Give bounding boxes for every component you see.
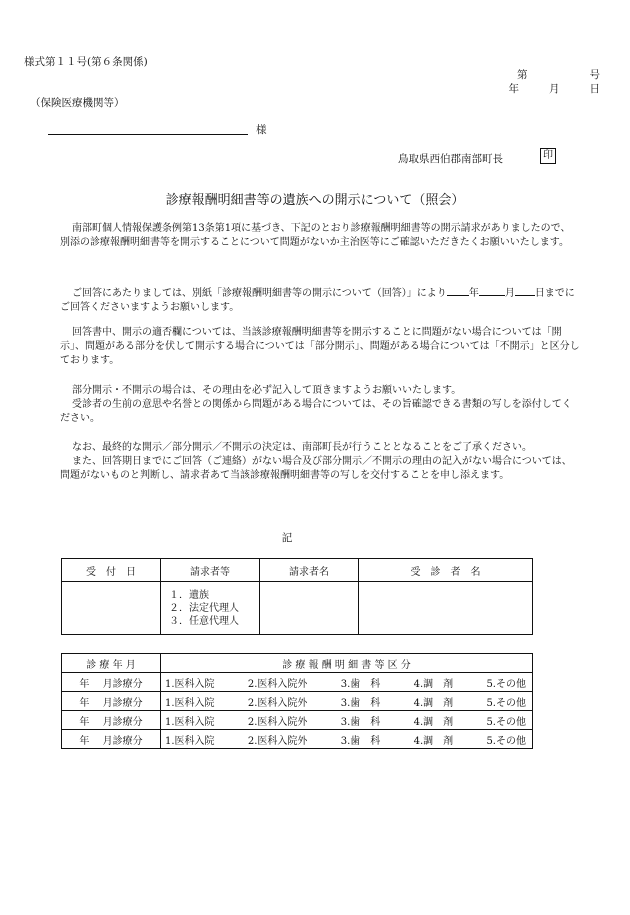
- treatment-month-cell: 年 月診療分: [62, 730, 161, 749]
- patient-name-cell[interactable]: [359, 582, 533, 635]
- recipient-org: （保険医療機関等）: [30, 97, 125, 109]
- paragraph-7: また、回答期日までにご回答（ご連絡）がない場合及び部分開示／不開示の理由の記入がない場合については、問題がないものと判断し、請求者あて当該診療報酬明細書等の写しを交付することを申し添えます。: [60, 456, 572, 482]
- requester-options[interactable]: [161, 582, 260, 635]
- treatment-month-cell: 年 月診療分: [62, 711, 161, 730]
- header-document-kind: 診 療 報 酬 明 細 書 等 区 分: [161, 654, 533, 673]
- option-voluntary-representative: ３．任意代理人: [169, 615, 239, 627]
- option-bereaved: １．遺族: [169, 589, 209, 601]
- paragraph-6: なお、最終的な開示／部分開示／不開示の決定は、南部町長が行うこととなることをご了承ください。 また、回答期日までにご回答（ご連絡）がない場合及び部分開示／不開示の理由の記入がない場合については、問題がないものと判断し、請求者あて当該診療報酬明細書等の写しを交付することを申し添えます。: [60, 441, 580, 484]
- table-row[interactable]: 年 月診療分 1.医科入院 2.医科入院外 3.歯 科 4.調 剤 5.その他: [62, 730, 533, 749]
- treatment-month-cell: 年 月診療分: [62, 692, 161, 711]
- paragraph-1: 南部町個人情報保護条例第13条第1項に基づき、下記のとおり診療報酬明細書等の開示請求がありましたので、別添の診療報酬明細書等を開示することについて問題がないか主治医等にご確認いただきたくお願いいたします。: [60, 223, 571, 249]
- paragraph-4: 部分開示・不開示の場合は、その理由を必ず記入して頂きますようお願いいたします。 受診者の生前の意思や名誉との関係から問題がある場合については、その旨確認できる書類の写しを添付してください。: [60, 384, 580, 427]
- date-year: 年: [508, 83, 519, 95]
- number-label-prefix: 第: [517, 69, 528, 81]
- ki-heading: 記: [281, 532, 293, 544]
- document-title: 診療報酬明細書等の遺族への開示について（照会）: [165, 193, 465, 208]
- header-patient-name: 受 診 者 名: [359, 559, 533, 582]
- table-row[interactable]: 年 月診療分 1.医科入院 2.医科入院外 3.歯 科 4.調 剤 5.その他: [62, 711, 533, 730]
- date-day: 日: [589, 83, 600, 95]
- table-row[interactable]: 年 月診療分 1.医科入院 2.医科入院外 3.歯 科 4.調 剤 5.その他: [62, 692, 533, 711]
- seal-box: 印: [540, 148, 556, 164]
- recipient-name-line: [48, 124, 248, 135]
- document-date-line: [509, 81, 601, 96]
- document-number-line: [517, 67, 600, 82]
- header-requester-type: 請求者等: [161, 559, 260, 582]
- sender: 鳥取県西伯郡南部町長: [398, 153, 503, 165]
- treatment-month-cell: 年 月診療分: [62, 673, 161, 692]
- header-requester-name: 請求者名: [260, 559, 359, 582]
- requester-name-cell[interactable]: [260, 582, 359, 635]
- paragraph-5: 受診者の生前の意思や名誉との関係から問題がある場合については、その旨確認できる書類の写しを添付してください。: [60, 399, 572, 425]
- request-info-table: [61, 558, 533, 635]
- header-treatment-month: 診 療 年 月: [62, 654, 161, 673]
- paragraph-3: 回答書中、開示の適否欄については、当該診療報酬明細書等を開示することに問題がない場合については「開示」、問題がある部分を伏して開示する場合については「部分開示」、問題がある場合については「不開示」と区分しております。: [60, 327, 580, 367]
- option-legal-representative: ２．法定代理人: [169, 602, 239, 614]
- header-receipt-date: 受 付 日: [62, 559, 161, 582]
- paragraph-2: ご回答にあたりましては、別紙「診療報酬明細書等の開示について（回答）」により 年 月 日までにご回答くださいますようお願いします。: [60, 285, 580, 315]
- table-row[interactable]: 年 月診療分 1.医科入院 2.医科入院外 3.歯 科 4.調 剤 5.その他: [62, 673, 533, 692]
- receipt-date-cell[interactable]: [62, 582, 161, 635]
- number-label-suffix: 号: [589, 69, 600, 81]
- treatment-table: [61, 653, 533, 749]
- recipient-honorific: 様: [256, 124, 267, 136]
- form-number: 様式第１１号(第６条関係): [24, 56, 148, 68]
- date-month: 月: [549, 83, 560, 95]
